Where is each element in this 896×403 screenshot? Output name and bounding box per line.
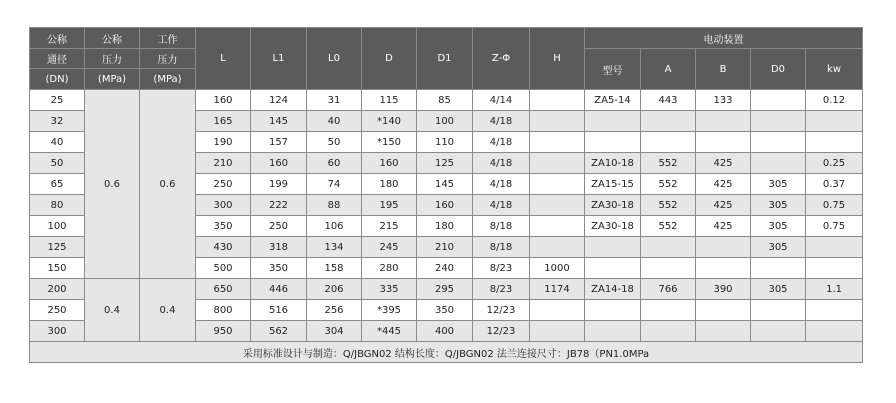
cell-d0: 305	[751, 237, 806, 258]
cell-l0: 106	[307, 216, 362, 237]
cell-zphi: 4/18	[473, 111, 530, 132]
cell-dn: 125	[30, 237, 85, 258]
cell-l1: 160	[251, 153, 307, 174]
cell-d0	[751, 258, 806, 279]
cell-a	[641, 321, 696, 342]
cell-b: 425	[696, 216, 751, 237]
cell-model	[585, 300, 641, 321]
cell-zphi: 12/23	[473, 300, 530, 321]
cell-h: 1174	[530, 279, 585, 300]
table-header	[30, 28, 863, 90]
cell-zphi: 4/18	[473, 195, 530, 216]
cell-kw: 0.12	[806, 90, 863, 111]
cell-zphi: 8/18	[473, 216, 530, 237]
cell-kw	[806, 237, 863, 258]
cell-kw	[806, 321, 863, 342]
cell-d0	[751, 321, 806, 342]
cell-d1: 295	[417, 279, 473, 300]
cell-l: 160	[196, 90, 251, 111]
cell-dn: 40	[30, 132, 85, 153]
cell-l0: 134	[307, 237, 362, 258]
cell-b	[696, 300, 751, 321]
header-A: A	[641, 49, 696, 90]
cell-dn: 80	[30, 195, 85, 216]
cell-zphi: 8/23	[473, 279, 530, 300]
cell-d: 160	[362, 153, 417, 174]
cell-model	[585, 132, 641, 153]
cell-model: ZA14-18	[585, 279, 641, 300]
cell-h	[530, 195, 585, 216]
cell-l1: 350	[251, 258, 307, 279]
table-row	[30, 90, 863, 111]
cell-b	[696, 237, 751, 258]
cell-dn: 32	[30, 111, 85, 132]
cell-b	[696, 321, 751, 342]
cell-l1: 199	[251, 174, 307, 195]
cell-d0	[751, 132, 806, 153]
cell-a: 552	[641, 174, 696, 195]
cell-dn: 200	[30, 279, 85, 300]
header-pn-line2: 压力	[85, 49, 140, 69]
header-B: B	[696, 49, 751, 90]
cell-l1: 516	[251, 300, 307, 321]
cell-model: ZA10-18	[585, 153, 641, 174]
cell-l1: 250	[251, 216, 307, 237]
cell-a	[641, 258, 696, 279]
cell-d: 335	[362, 279, 417, 300]
cell-d: 245	[362, 237, 417, 258]
cell-h	[530, 300, 585, 321]
header-wp-line1: 工作	[140, 28, 196, 49]
cell-l: 250	[196, 174, 251, 195]
cell-l: 650	[196, 279, 251, 300]
cell-d0: 305	[751, 216, 806, 237]
header-L: L	[196, 28, 251, 90]
cell-dn: 250	[30, 300, 85, 321]
table-body	[30, 90, 863, 342]
cell-dn: 300	[30, 321, 85, 342]
cell-zphi: 4/18	[473, 153, 530, 174]
cell-l: 500	[196, 258, 251, 279]
cell-model	[585, 111, 641, 132]
cell-b	[696, 258, 751, 279]
cell-l1: 145	[251, 111, 307, 132]
cell-model	[585, 321, 641, 342]
cell-d1: 100	[417, 111, 473, 132]
header-D: D	[362, 28, 417, 90]
cell-b: 425	[696, 153, 751, 174]
cell-b: 133	[696, 90, 751, 111]
cell-zphi: 8/23	[473, 258, 530, 279]
cell-kw	[806, 300, 863, 321]
cell-l: 950	[196, 321, 251, 342]
cell-working-pressure: 0.6	[140, 90, 196, 279]
cell-d0: 305	[751, 195, 806, 216]
cell-model	[585, 237, 641, 258]
header-dn-line3: (DN)	[30, 69, 85, 90]
cell-d: *445	[362, 321, 417, 342]
cell-h	[530, 174, 585, 195]
cell-d1: 240	[417, 258, 473, 279]
cell-h	[530, 237, 585, 258]
header-pn-line3: (MPa)	[85, 69, 140, 90]
cell-l1: 318	[251, 237, 307, 258]
header-dn-line1: 公称	[30, 28, 85, 49]
cell-d1: 125	[417, 153, 473, 174]
cell-d0: 305	[751, 279, 806, 300]
cell-kw	[806, 132, 863, 153]
header-wp-line3: (MPa)	[140, 69, 196, 90]
cell-d0	[751, 111, 806, 132]
header-model: 型号	[585, 49, 641, 90]
valve-spec-table	[29, 27, 863, 363]
cell-kw: 0.25	[806, 153, 863, 174]
cell-b	[696, 132, 751, 153]
header-actuator: 电动装置	[585, 28, 863, 49]
cell-d1: 350	[417, 300, 473, 321]
cell-l0: 40	[307, 111, 362, 132]
cell-dn: 25	[30, 90, 85, 111]
header-L1: L1	[251, 28, 307, 90]
cell-b: 390	[696, 279, 751, 300]
cell-b: 425	[696, 174, 751, 195]
cell-d0: 305	[751, 174, 806, 195]
cell-nominal-pressure: 0.4	[85, 279, 140, 342]
cell-d: 115	[362, 90, 417, 111]
cell-d: 280	[362, 258, 417, 279]
cell-l: 350	[196, 216, 251, 237]
header-H: H	[530, 28, 585, 90]
cell-model: ZA30-18	[585, 216, 641, 237]
cell-d1: 110	[417, 132, 473, 153]
cell-h	[530, 132, 585, 153]
cell-a: 552	[641, 153, 696, 174]
cell-h	[530, 90, 585, 111]
cell-d1: 210	[417, 237, 473, 258]
cell-d: *140	[362, 111, 417, 132]
header-zphi: Z-Φ	[473, 28, 530, 90]
table-row	[30, 279, 863, 300]
cell-kw: 0.75	[806, 195, 863, 216]
cell-l: 165	[196, 111, 251, 132]
cell-l0: 256	[307, 300, 362, 321]
cell-kw: 1.1	[806, 279, 863, 300]
cell-model: ZA5-14	[585, 90, 641, 111]
cell-a: 443	[641, 90, 696, 111]
cell-h	[530, 216, 585, 237]
cell-dn: 100	[30, 216, 85, 237]
header-dn-line2: 通径	[30, 49, 85, 69]
cell-l0: 158	[307, 258, 362, 279]
cell-zphi: 8/18	[473, 237, 530, 258]
cell-l0: 31	[307, 90, 362, 111]
cell-kw	[806, 111, 863, 132]
header-pn-line1: 公称	[85, 28, 140, 49]
cell-l0: 74	[307, 174, 362, 195]
cell-l0: 88	[307, 195, 362, 216]
header-D1: D1	[417, 28, 473, 90]
cell-d: 195	[362, 195, 417, 216]
cell-a: 552	[641, 216, 696, 237]
cell-kw: 0.75	[806, 216, 863, 237]
cell-dn: 150	[30, 258, 85, 279]
cell-l0: 50	[307, 132, 362, 153]
cell-model	[585, 258, 641, 279]
cell-zphi: 12/23	[473, 321, 530, 342]
cell-h	[530, 153, 585, 174]
cell-b	[696, 111, 751, 132]
cell-d1: 160	[417, 195, 473, 216]
cell-kw	[806, 258, 863, 279]
standards-note: 采用标准设计与制造：Q/JBGN02 结构长度：Q/JBGN02 法兰连接尺寸：JB78（PN1.0MPa	[30, 342, 863, 363]
cell-l: 300	[196, 195, 251, 216]
cell-d0	[751, 90, 806, 111]
cell-d1: 85	[417, 90, 473, 111]
cell-l: 430	[196, 237, 251, 258]
cell-model: ZA30-18	[585, 195, 641, 216]
cell-l0: 206	[307, 279, 362, 300]
cell-a: 766	[641, 279, 696, 300]
cell-l: 800	[196, 300, 251, 321]
cell-nominal-pressure: 0.6	[85, 90, 140, 279]
header-L0: L0	[307, 28, 362, 90]
cell-h	[530, 111, 585, 132]
cell-d0	[751, 300, 806, 321]
cell-l0: 304	[307, 321, 362, 342]
cell-d1: 180	[417, 216, 473, 237]
cell-d: 180	[362, 174, 417, 195]
cell-d1: 400	[417, 321, 473, 342]
cell-l: 210	[196, 153, 251, 174]
cell-l1: 562	[251, 321, 307, 342]
cell-working-pressure: 0.4	[140, 279, 196, 342]
cell-dn: 65	[30, 174, 85, 195]
cell-h	[530, 321, 585, 342]
cell-l1: 446	[251, 279, 307, 300]
cell-dn: 50	[30, 153, 85, 174]
cell-d1: 145	[417, 174, 473, 195]
cell-b: 425	[696, 195, 751, 216]
cell-kw: 0.37	[806, 174, 863, 195]
header-D0: D0	[751, 49, 806, 90]
cell-zphi: 4/18	[473, 174, 530, 195]
cell-model: ZA15-15	[585, 174, 641, 195]
header-wp-line2: 压力	[140, 49, 196, 69]
cell-l1: 222	[251, 195, 307, 216]
cell-d: 215	[362, 216, 417, 237]
cell-l1: 157	[251, 132, 307, 153]
cell-h: 1000	[530, 258, 585, 279]
cell-zphi: 4/18	[473, 132, 530, 153]
cell-l1: 124	[251, 90, 307, 111]
cell-d0	[751, 153, 806, 174]
cell-l0: 60	[307, 153, 362, 174]
cell-zphi: 4/14	[473, 90, 530, 111]
cell-d: *150	[362, 132, 417, 153]
cell-a: 552	[641, 195, 696, 216]
cell-a	[641, 237, 696, 258]
cell-a	[641, 111, 696, 132]
cell-a	[641, 300, 696, 321]
cell-a	[641, 132, 696, 153]
header-kw: kw	[806, 49, 863, 90]
cell-d: *395	[362, 300, 417, 321]
cell-l: 190	[196, 132, 251, 153]
